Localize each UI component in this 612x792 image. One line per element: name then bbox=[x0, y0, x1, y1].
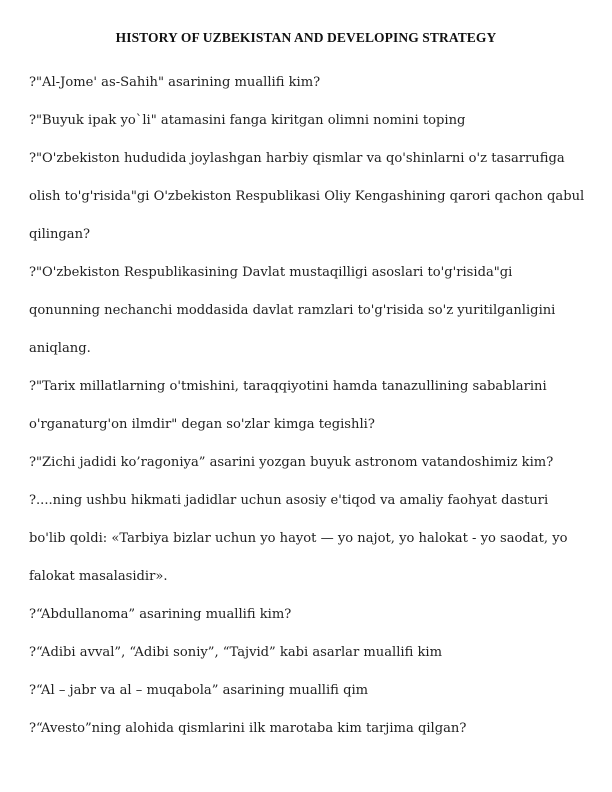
question-line: ?"Zichi jadidi ko’ragoniya” asarini yozgan buyuk astronom vatandoshimiz kim? bbox=[29, 455, 554, 470]
question-item bbox=[29, 596, 589, 634]
question-line: o'rganaturg'on ilmdir" degan so'zlar kimga tegishli? bbox=[29, 417, 375, 432]
question-line: ?"Tarix millatlarning o'tmishini, taraqqiyotini hamda tanazullining sabablarini bbox=[29, 379, 547, 394]
question-item bbox=[29, 634, 589, 672]
question-line: falokat masalasidir». bbox=[29, 569, 168, 584]
question-list bbox=[29, 64, 589, 748]
question-item bbox=[29, 710, 589, 748]
question-item bbox=[29, 64, 589, 102]
question-line: ?"O'zbekiston hududida joylashgan harbiy qismlar va qo'shinlarni o'z tasarrufiga bbox=[29, 151, 565, 166]
question-line: ?“Al – jabr va al – muqabola” asarining muallifi qim bbox=[29, 683, 369, 698]
question-line: ?....ning ushbu hikmati jadidlar uchun asosiy e'tiqod va amaliy faohyat dasturi bbox=[29, 493, 549, 508]
question-line: ?“Abdullanoma” asarining muallifi kim? bbox=[29, 607, 292, 622]
question-item bbox=[29, 444, 589, 482]
question-line: ?“Avesto”ning alohida qismlarini ilk marotaba kim tarjima qilgan? bbox=[29, 721, 467, 736]
question-line: olish to'g'risida"gi O'zbekiston Respublikasi Oliy Kengashining qarori qachon qabul bbox=[29, 189, 585, 204]
question-item bbox=[29, 672, 589, 710]
question-line: ?"O'zbekiston Respublikasining Davlat mustaqilligi asoslari to'g'risida"gi bbox=[29, 265, 513, 280]
question-line: aniqlang. bbox=[29, 341, 91, 356]
question-line: qilingan? bbox=[29, 227, 91, 242]
document-title: HISTORY OF UZBEKISTAN AND DEVELOPING STRATEGY bbox=[115, 30, 497, 45]
question-line: ?“Adibi avval”, “Adibi soniy”, “Tajvid” kabi asarlar muallifi kim bbox=[29, 645, 443, 660]
question-line: ?"Al-Jome' as-Sahih" asarining muallifi kim? bbox=[29, 75, 321, 90]
question-item bbox=[29, 140, 589, 254]
question-line: qonunning nechanchi moddasida davlat ramzlari to'g'risida so'z yuritilganligini bbox=[29, 303, 556, 318]
question-line: ?"Buyuk ipak yo`li" atamasini fanga kiritgan olimni nomini toping bbox=[29, 113, 466, 128]
question-item bbox=[29, 368, 589, 444]
question-item bbox=[29, 102, 589, 140]
question-item bbox=[29, 482, 589, 596]
question-line: bo'lib qoldi: «Tarbiya bizlar uchun yo hayot — yo najot, yo halokat - yo saodat, yo bbox=[29, 531, 568, 546]
question-item bbox=[29, 254, 589, 368]
